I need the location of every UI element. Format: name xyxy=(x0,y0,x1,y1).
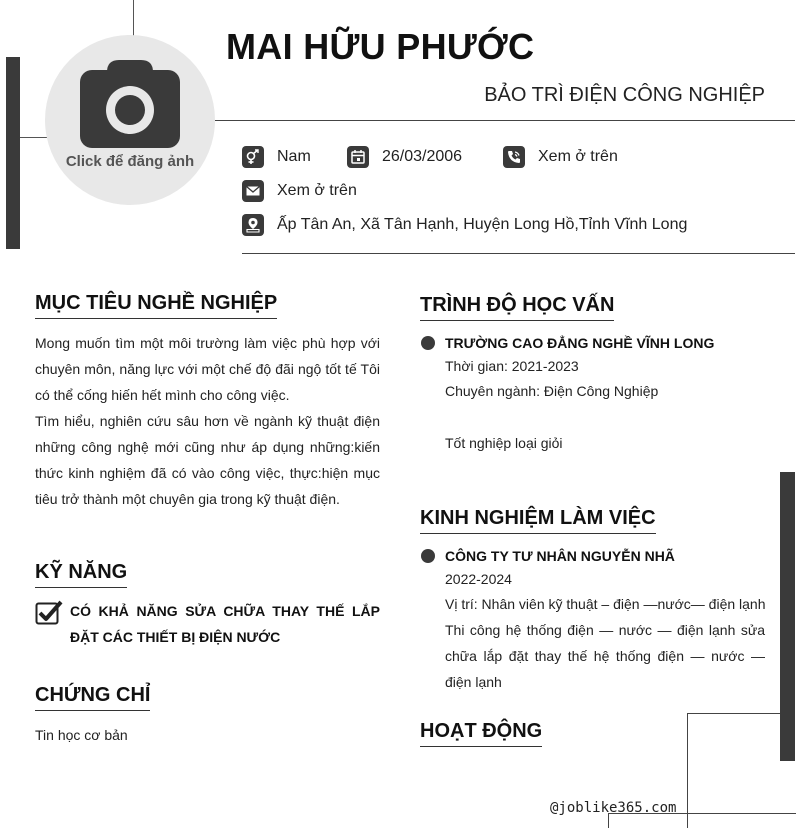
watermark: @joblike365.com xyxy=(550,800,677,816)
phone-icon xyxy=(503,146,525,168)
info-address xyxy=(242,214,687,236)
education-school: TRƯỜNG CAO ĐẲNG NGHỀ VĨNH LONG xyxy=(445,335,715,351)
info-birthday xyxy=(347,146,462,168)
info-email-value: Xem ở trên xyxy=(277,182,357,199)
info-email xyxy=(242,180,357,202)
education-time: Thời gian: 2021-2023 xyxy=(445,358,579,374)
objective-text: Mong muốn tìm một môi trường làm việc phù hợp với chuyên môn, năng lực với một chế độ đãi ngộ tốt tế Tôi có thể cống hiến hết mình cho công việc. xyxy=(35,335,380,403)
skill-item-text: CÓ KHẢ NĂNG SỬA CHỮA THAY THẾ LẮP ĐẶT CÁC THIẾT BỊ ĐIỆN NƯỚC xyxy=(70,603,380,645)
camera-icon xyxy=(80,60,180,150)
bullet xyxy=(421,336,435,350)
education-major: Chuyên ngành: Điện Công Nghiệp xyxy=(445,383,659,399)
calendar-icon xyxy=(347,146,369,168)
avatar-upload-label: Click để đăng ảnh xyxy=(65,153,195,170)
candidate-name: MAI HỮU PHƯỚC xyxy=(226,26,535,67)
experience-description: Thi công hệ thống điện — nước — điện lạnh sửa chữa lắp đặt thay thế hệ thống điện — nước — điện lạnh xyxy=(445,622,765,690)
decor-line xyxy=(133,0,134,36)
info-gender xyxy=(242,146,311,168)
job-title: BẢO TRÌ ĐIỆN CÔNG NGHIỆP xyxy=(484,84,765,106)
experience-company: CÔNG TY TƯ NHÂN NGUYỄN NHÃ xyxy=(445,548,675,564)
divider xyxy=(242,253,795,254)
section-title-skills: KỸ NĂNG xyxy=(35,561,127,588)
bullet xyxy=(421,549,435,563)
avatar-upload[interactable] xyxy=(45,35,215,205)
info-address-value: Ấp Tân An, Xã Tân Hạnh, Huyện Long Hồ,Tỉnh Vĩnh Long xyxy=(277,216,688,233)
section-title-experience: KINH NGHIỆM LÀM VIỆC xyxy=(420,507,656,534)
experience-period: 2022-2024 xyxy=(445,571,512,587)
email-icon xyxy=(242,180,264,202)
objective-text-2: Tìm hiểu, nghiên cứu sâu hơn về ngành kỹ thuật điện những công nghệ mới cũng như áp dụng những:kiến thức kinh nghiệm đã có vào công việc, thực:hiện mục tiêu trở thành một chuyên gia trong kỹ thuật điện. xyxy=(35,413,380,507)
location-icon xyxy=(242,214,264,236)
section-title-objective: MỤC TIÊU NGHỀ NGHIỆP xyxy=(35,292,277,319)
education-result: Tốt nghiệp loại giỏi xyxy=(445,435,563,451)
info-phone xyxy=(503,146,618,168)
decor-line xyxy=(687,713,688,828)
gender-icon xyxy=(242,146,264,168)
experience-position: Vị trí: Nhân viên kỹ thuật – điện —nước— điện lạnh xyxy=(445,596,766,612)
info-birthday-value: 26/03/2006 xyxy=(382,148,463,165)
section-title-education: TRÌNH ĐỘ HỌC VẤN xyxy=(420,294,614,321)
info-phone-value: Xem ở trên xyxy=(538,148,618,165)
divider xyxy=(215,120,795,121)
certificate-item: Tin học cơ bản xyxy=(35,727,128,743)
section-title-certificates: CHỨNG CHỈ xyxy=(35,684,150,711)
section-title-activities: HOẠT ĐỘNG xyxy=(420,720,542,747)
decor-line xyxy=(687,713,780,714)
decor-right-bar xyxy=(780,472,795,761)
decor-left-bar xyxy=(6,57,20,249)
decor-line xyxy=(20,137,48,138)
checkbox-icon xyxy=(35,600,63,626)
info-gender-value: Nam xyxy=(277,148,311,165)
